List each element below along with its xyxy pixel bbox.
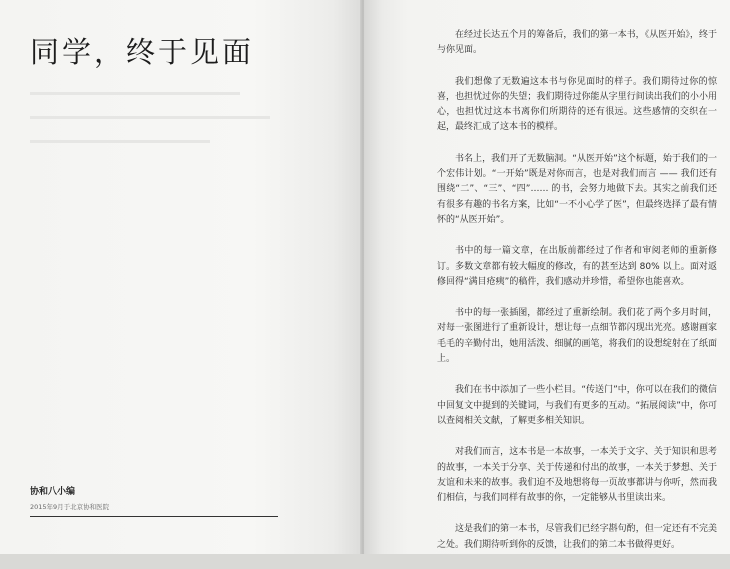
author-signature: 协和八小编 <box>30 487 76 497</box>
paragraph: 书名上，我们开了无数脑洞。“从医开始”这个标题，始于我们的一个宏伟计划。“一开始”既是对你而言，也是对我们而言 —— 我们还有围绕“二”、“三”、“四”…… 的书，会努力地做下去。其实之前我们还有很多有趣的书名方案，比如“一不小心学了医”，但最终选择了最有情怀的“从医开始”。 <box>437 153 717 225</box>
paragraph: 我们在书中添加了一些小栏目。“传送门”中，你可以在我们的微信中回复文中提到的关键词，与我们有更多的互动。“拓展阅读”中，你可以查阅相关文献，了解更多相关知识。 <box>437 385 717 426</box>
show-through-line <box>30 140 210 143</box>
signature-date: 2015年9月于北京协和医院 <box>30 503 110 511</box>
paragraph: 书中的每一篇文章，在出版前都经过了作者和审阅老师的重新修订。多数文章都有较大幅度的修改，有的甚至达到 80% 以上。面对返修回得“满目疮痍”的稿件，我们感动并珍惜，希望你也能喜欢。 <box>437 246 717 287</box>
divider <box>30 516 278 517</box>
paragraph: 对我们而言，这本书是一本故事，一本关于文字、关于知识和思考的故事，一本关于分享、关于传递和付出的故事，一本关于梦想、关于友谊和未来的故事。我们迫不及地想将每一页故事都讲与你听，然而我们相信，与我们同样有故事的你，一定能够从书里读出来。 <box>437 447 717 504</box>
paragraph: 我们想像了无数遍这本书与你见面时的样子。我们期待过你的惊喜，也担忧过你的失望；我们期待过你能从字里行间读出我们的小小用心，也担忧过这本书离你们所期待的还有很远。这些感情的交织在一起，最终汇成了这本书的模样。 <box>437 76 717 133</box>
left-page <box>0 0 362 554</box>
page-title: 同学，终于见面 <box>30 35 255 69</box>
show-through-line <box>30 116 270 119</box>
preface-body <box>437 28 717 569</box>
paragraph: 这是我们的第一本书，尽管我们已经字斟句酌，但一定还有不完美之处。我们期待听到你的反馈，让我们的第二本书做得更好。 <box>437 524 717 550</box>
paragraph: 在经过长达五个月的筹备后，我们的第一本书，《从医开始》，终于与你见面。 <box>437 30 717 56</box>
paragraph: 书中的每一张插图，都经过了重新绘制。我们花了两个多月时间，对每一张图进行了重新设计，想让每一点细节都闪现出光亮。感谢画家毛毛的辛勤付出，她用活泼、细腻的画笔，将我们的设想绽射在了纸面上。 <box>437 308 717 365</box>
show-through-line <box>30 92 240 95</box>
